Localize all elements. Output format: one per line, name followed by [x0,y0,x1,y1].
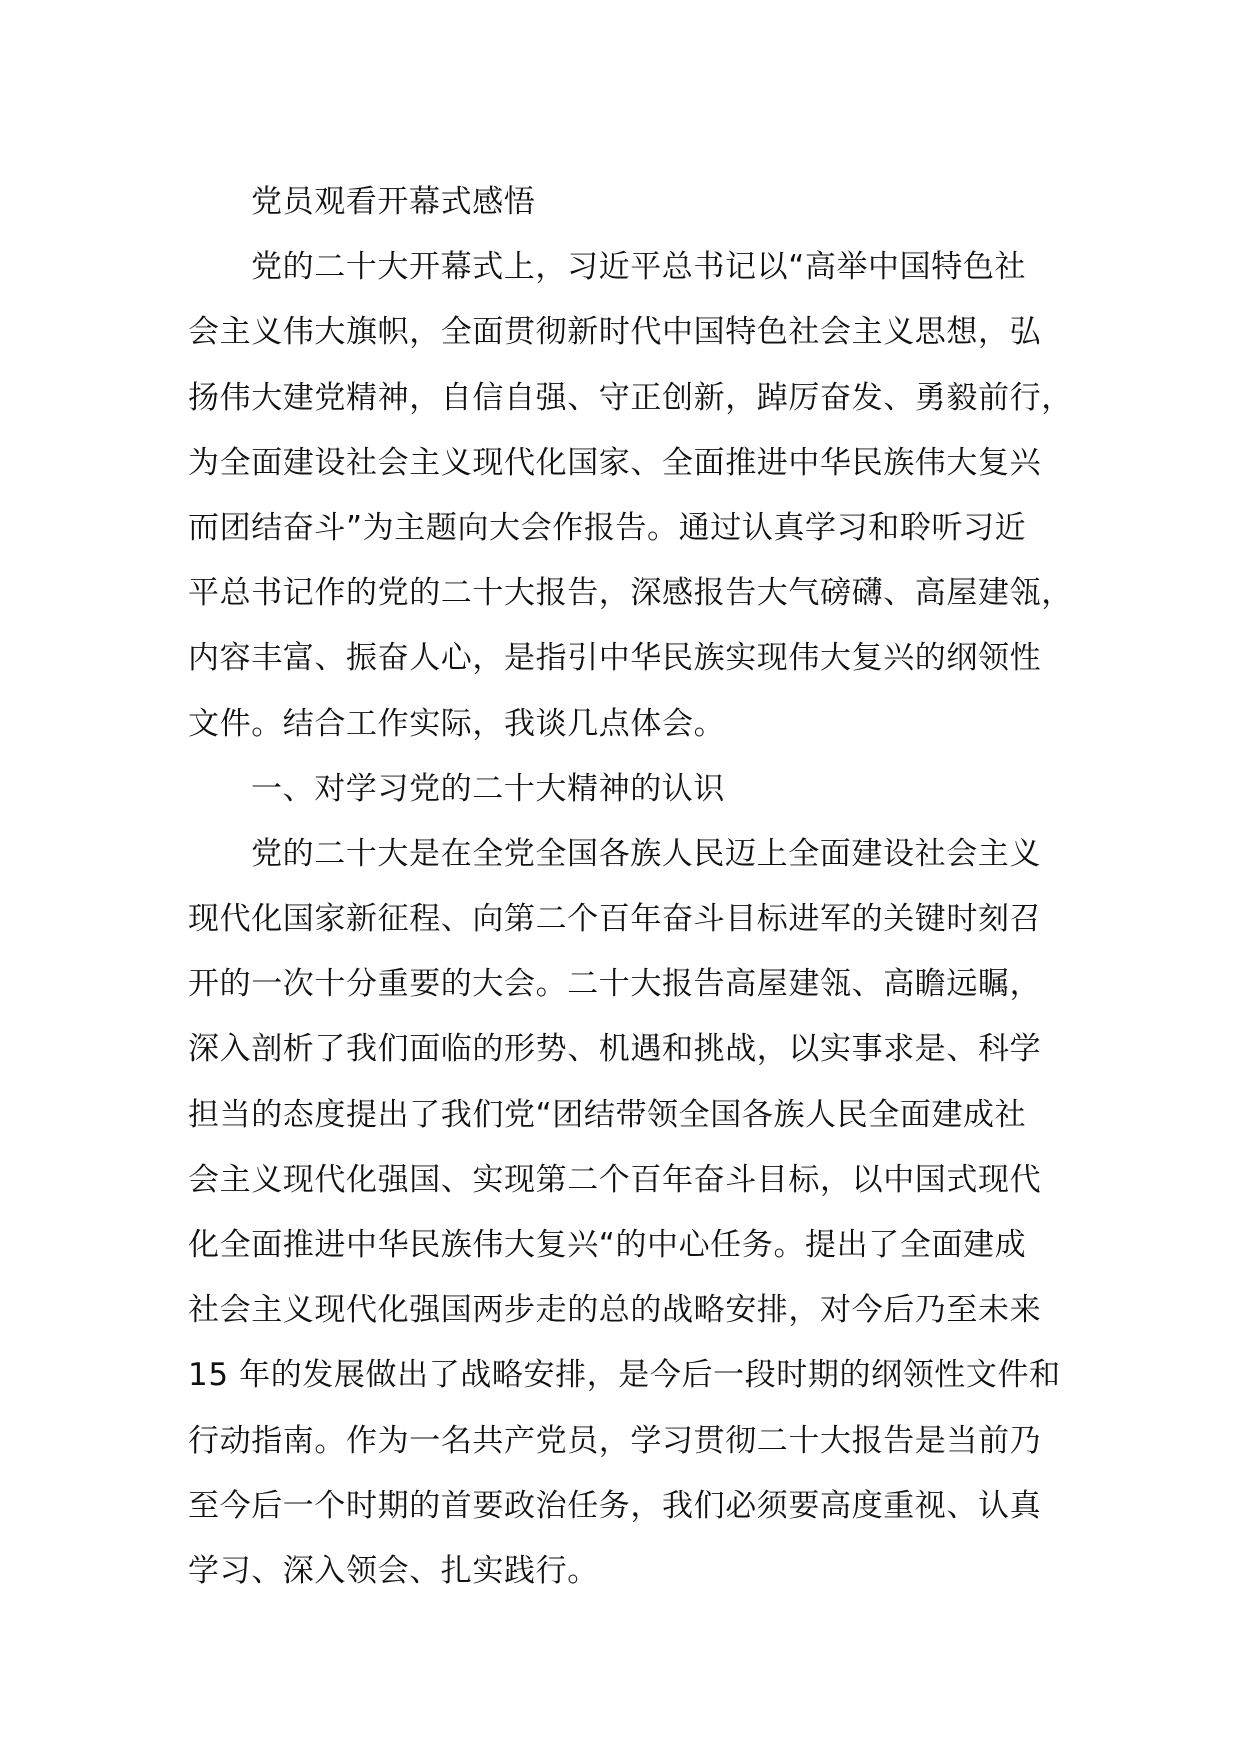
paragraph-1-line-4: 为全面建设社会主义现代化国家、全面推进中华民族伟大复兴 [188,444,1042,481]
paragraph-2-line-8: 社会主义现代化强国两步走的总的战略安排，对今后乃至未来 [188,1292,1042,1329]
paragraph-2-line-12: 学习、深入领会、扎实践行。 [188,1552,599,1589]
document-body [188,170,1073,1604]
paragraph-2-line-9: 15 年的发展做出了战略安排，是今后一段时期的纲领性文件和 [188,1357,1061,1394]
paragraph-2-line-6: 会主义现代化强国、实现第二个百年奋斗目标，以中国式现代 [188,1161,1042,1198]
paragraph-2-line-1: 党的二十大是在全党全国各族人民迈上全面建设社会主义 [251,835,1041,872]
paragraph-1-line-8: 文件。结合工作实际，我谈几点体会。 [188,705,726,742]
paragraph-2-line-7: 化全面推进中华民族伟大复兴“的中心任务。提出了全面建成 [188,1227,1027,1263]
document-title: 党员观看开幕式感悟 [251,184,536,220]
paragraph-1-line-1: 党的二十大开幕式上，习近平总书记以“高举中国特色社 [251,249,1027,286]
paragraph-1-line-6: 平总书记作的党的二十大报告，深感报告大气磅礴、高屋建瓴， [188,575,1073,612]
paragraph-1-line-3: 扬伟大建党精神，自信自强、守正创新，踔厉奋发、勇毅前行， [188,379,1073,416]
paragraph-1-line-2: 会主义伟大旗帜，全面贯彻新时代中国特色社会主义思想，弘 [188,314,1042,351]
paragraph-2-line-10: 行动指南。作为一名共产党员，学习贯彻二十大报告是当前乃 [188,1422,1042,1459]
paragraph-1-line-5: 而团结奋斗”为主题向大会作报告。通过认真学习和聆听习近 [188,509,1027,546]
section-heading-1: 一、对学习党的二十大精神的认识 [251,770,725,807]
paragraph-2-line-11: 至今后一个时期的首要政治任务，我们必须要高度重视、认真 [188,1487,1042,1524]
paragraph-2-line-4: 深入剖析了我们面临的形势、机遇和挑战，以实事求是、科学 [188,1031,1042,1068]
paragraph-2-line-3: 开的一次十分重要的大会。二十大报告高屋建瓴、高瞻远瞩， [188,966,1042,1003]
paragraph-2-line-2: 现代化国家新征程、向第二个百年奋斗目标进军的关键时刻召 [188,901,1042,938]
paragraph-1-line-7: 内容丰富、振奋人心，是指引中华民族实现伟大复兴的纲领性 [188,640,1042,677]
paragraph-2-line-5: 担当的态度提出了我们党“团结带领全国各族人民全面建成社 [188,1096,1027,1133]
